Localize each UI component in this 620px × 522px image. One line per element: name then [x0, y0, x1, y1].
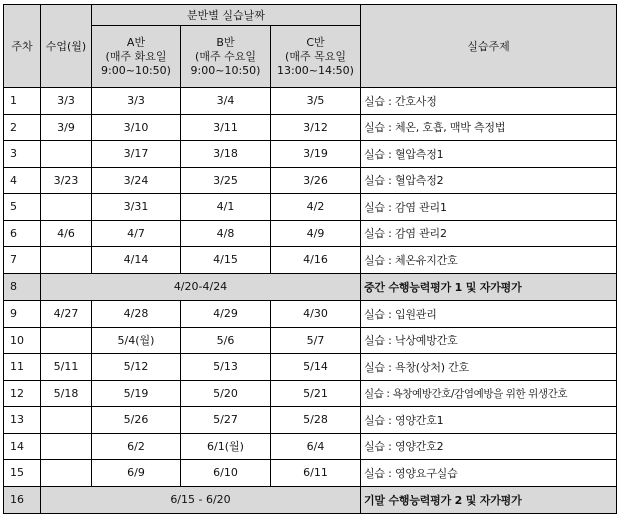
class-a-time: 9:00~10:50)	[101, 63, 171, 77]
topic-cell: 실습 : 욕창예방간호/감염예방을 위한 위생간호	[361, 380, 617, 407]
class-a-cell: 3/17	[92, 141, 181, 168]
week-cell: 6	[4, 220, 41, 247]
class-a-cell: 6/2	[92, 433, 181, 460]
class-c-cell: 3/19	[271, 141, 361, 168]
class-b-time: 9:00~10:50)	[190, 63, 261, 77]
class-a-cell: 4/7	[92, 220, 181, 247]
lecture-cell: 5/11	[41, 354, 92, 381]
header-week: 주차	[4, 5, 41, 88]
class-c-cell: 6/4	[271, 433, 361, 460]
topic-cell: 실습 : 감염 관리2	[361, 220, 617, 247]
topic-cell: 실습 : 감염 관리1	[361, 194, 617, 221]
week-cell: 2	[4, 114, 41, 141]
topic-cell: 실습 : 혈압측정2	[361, 167, 617, 194]
class-a-cell: 6/9	[92, 460, 181, 487]
class-b-cell: 6/10	[181, 460, 271, 487]
class-a-cell: 3/3	[92, 88, 181, 115]
week-cell: 15	[4, 460, 41, 487]
table-row	[4, 327, 617, 354]
exam-period-cell: 6/15 - 6/20	[41, 486, 361, 514]
class-b-cell: 4/29	[181, 301, 271, 328]
table-row	[4, 354, 617, 381]
topic-cell: 실습 : 영양요구실습	[361, 460, 617, 487]
lecture-cell	[41, 194, 92, 221]
class-c-cell: 5/28	[271, 407, 361, 434]
week-cell: 5	[4, 194, 41, 221]
class-b-cell: 4/1	[181, 194, 271, 221]
header-lecture: 수업(월)	[41, 5, 92, 88]
class-b-cell: 6/1(월)	[181, 433, 271, 460]
class-a-cell: 5/19	[92, 380, 181, 407]
table-body	[4, 88, 617, 514]
table-row	[4, 247, 617, 274]
week-cell: 11	[4, 354, 41, 381]
class-c-day: (매주 목요일	[285, 49, 346, 63]
lecture-cell: 3/9	[41, 114, 92, 141]
header-class-b	[181, 26, 271, 88]
class-a-cell: 4/14	[92, 247, 181, 274]
practice-schedule-table	[3, 4, 617, 514]
week-cell: 7	[4, 247, 41, 274]
class-c-cell: 5/21	[271, 380, 361, 407]
table-row	[4, 114, 617, 141]
week-cell: 8	[4, 273, 41, 301]
schedule-table-wrapper	[3, 4, 617, 514]
week-cell: 1	[4, 88, 41, 115]
table-row	[4, 301, 617, 328]
class-c-cell: 6/11	[271, 460, 361, 487]
class-b-name: B반	[216, 35, 235, 49]
class-a-cell: 5/26	[92, 407, 181, 434]
lecture-cell: 3/3	[41, 88, 92, 115]
header-class-a	[92, 26, 181, 88]
table-row	[4, 380, 617, 407]
table-row	[4, 220, 617, 247]
class-c-name: C반	[306, 35, 325, 49]
lecture-cell: 5/18	[41, 380, 92, 407]
class-b-cell: 5/20	[181, 380, 271, 407]
class-a-cell: 3/24	[92, 167, 181, 194]
class-a-cell: 4/28	[92, 301, 181, 328]
week-cell: 4	[4, 167, 41, 194]
table-row	[4, 433, 617, 460]
week-cell: 10	[4, 327, 41, 354]
week-cell: 16	[4, 486, 41, 514]
class-c-cell: 4/16	[271, 247, 361, 274]
topic-cell: 실습 : 욕창(상처) 간호	[361, 354, 617, 381]
week-cell: 9	[4, 301, 41, 328]
table-row	[4, 88, 617, 115]
class-b-day: (매주 수요일	[195, 49, 256, 63]
table-row	[4, 407, 617, 434]
topic-cell: 기말 수행능력평가 2 및 자가평가	[361, 486, 617, 514]
class-a-cell: 3/10	[92, 114, 181, 141]
table-row	[4, 141, 617, 168]
lecture-cell	[41, 327, 92, 354]
lecture-cell	[41, 141, 92, 168]
header-topic: 실습주제	[361, 5, 617, 88]
table-row	[4, 194, 617, 221]
topic-cell: 실습 : 간호사정	[361, 88, 617, 115]
header-group-title: 분반별 실습날짜	[92, 5, 361, 26]
week-cell: 12	[4, 380, 41, 407]
exam-row	[4, 486, 617, 514]
class-b-cell: 5/13	[181, 354, 271, 381]
class-c-cell: 3/5	[271, 88, 361, 115]
header-class-c	[271, 26, 361, 88]
class-a-name: A반	[126, 35, 146, 49]
class-c-cell: 3/12	[271, 114, 361, 141]
table-row	[4, 167, 617, 194]
lecture-cell: 3/23	[41, 167, 92, 194]
class-b-cell: 5/6	[181, 327, 271, 354]
class-c-time: 13:00~14:50)	[277, 63, 354, 77]
lecture-cell	[41, 433, 92, 460]
class-b-cell: 3/4	[181, 88, 271, 115]
week-cell: 3	[4, 141, 41, 168]
class-c-cell: 5/14	[271, 354, 361, 381]
lecture-cell: 4/6	[41, 220, 92, 247]
class-b-cell: 3/11	[181, 114, 271, 141]
class-a-cell: 3/31	[92, 194, 181, 221]
exam-row	[4, 273, 617, 301]
class-b-cell: 4/8	[181, 220, 271, 247]
week-cell: 13	[4, 407, 41, 434]
class-b-cell: 3/25	[181, 167, 271, 194]
class-a-cell: 5/4(월)	[92, 327, 181, 354]
table-header	[4, 5, 617, 88]
topic-cell: 중간 수행능력평가 1 및 자가평가	[361, 273, 617, 301]
class-c-cell: 3/26	[271, 167, 361, 194]
topic-cell: 실습 : 낙상예방간호	[361, 327, 617, 354]
class-c-cell: 5/7	[271, 327, 361, 354]
class-a-cell: 5/12	[92, 354, 181, 381]
lecture-cell	[41, 460, 92, 487]
class-c-cell: 4/30	[271, 301, 361, 328]
class-c-cell: 4/2	[271, 194, 361, 221]
lecture-cell	[41, 407, 92, 434]
class-b-cell: 5/27	[181, 407, 271, 434]
exam-period-cell: 4/20-4/24	[41, 273, 361, 301]
topic-cell: 실습 : 체온유지간호	[361, 247, 617, 274]
lecture-cell: 4/27	[41, 301, 92, 328]
class-a-day: (매주 화요일	[105, 49, 167, 63]
topic-cell: 실습 : 입원관리	[361, 301, 617, 328]
topic-cell: 실습 : 혈압측정1	[361, 141, 617, 168]
class-b-cell: 3/18	[181, 141, 271, 168]
topic-cell: 실습 : 영양간호1	[361, 407, 617, 434]
week-cell: 14	[4, 433, 41, 460]
class-c-cell: 4/9	[271, 220, 361, 247]
topic-cell: 실습 : 체온, 호흡, 맥박 측정법	[361, 114, 617, 141]
lecture-cell	[41, 247, 92, 274]
topic-cell: 실습 : 영양간호2	[361, 433, 617, 460]
table-row	[4, 460, 617, 487]
class-b-cell: 4/15	[181, 247, 271, 274]
